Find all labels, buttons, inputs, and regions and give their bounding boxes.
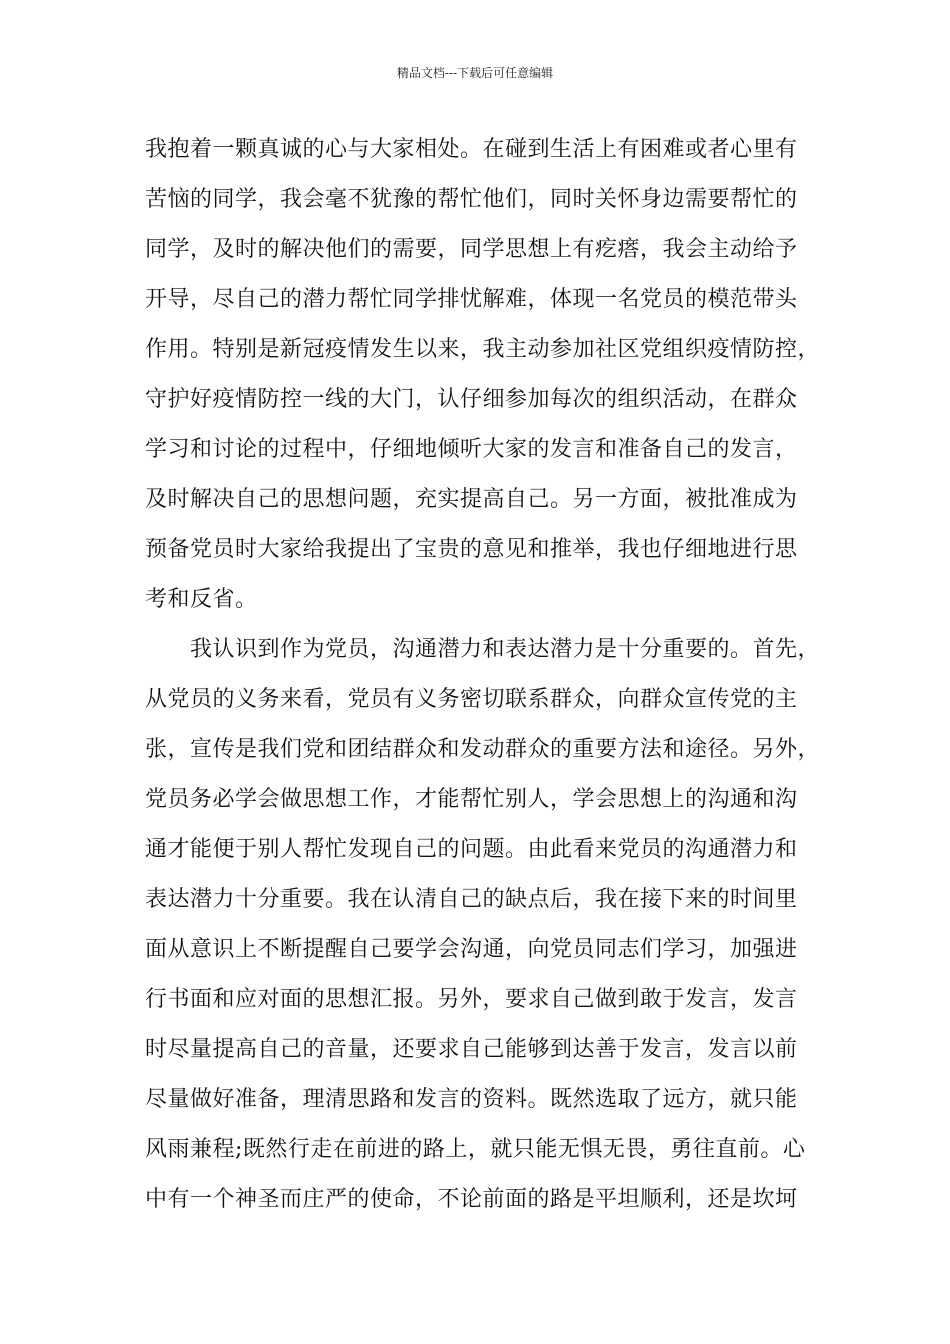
paragraph-2-line-11: 风雨兼程;既然行走在前进的路上，就只能无惧无畏，勇往直前。心 (145, 1137, 806, 1162)
paragraph-2-line-4: 党员务必学会做思想工作，才能帮忙别人，学会思想上的沟通和沟 (145, 787, 798, 812)
paragraph-2-line-5: 通才能便于别人帮忙发现自己的问题。由此看来党员的沟通潜力和 (145, 837, 798, 862)
paragraph-1-line-6: 守护好疫情防控一线的大门，认仔细参加每次的组织活动，在群众 (145, 387, 798, 412)
paragraph-1-line-10: 考和反省。 (145, 587, 258, 612)
paragraph-1-line-1: 我抱着一颗真诚的心与大家相处。在碰到生活上有困难或者心里有 (145, 137, 798, 162)
paragraph-2-line-8: 行书面和应对面的思想汇报。另外，要求自己做到敢于发言，发言 (145, 987, 798, 1012)
paragraph-1-line-2: 苦恼的同学，我会毫不犹豫的帮忙他们，同时关怀身边需要帮忙的 (145, 187, 798, 212)
paragraph-2-line-6: 表达潜力十分重要。我在认清自己的缺点后，我在接下来的时间里 (145, 887, 798, 912)
paragraph-1-line-3: 同学，及时的解决他们的需要，同学思想上有疙瘩，我会主动给予 (145, 237, 798, 262)
paragraph-2-line-3: 张，宣传是我们党和团结群众和发动群众的重要方法和途径。另外， (145, 737, 821, 762)
paragraph-2-line-7: 面从意识上不断提醒自己要学会沟通，向党员同志们学习，加强进 (145, 937, 798, 962)
paragraph-2-line-12: 中有一个神圣而庄严的使命，不论前面的路是平坦顺利，还是坎坷 (145, 1187, 798, 1212)
paragraph-2-line-10: 尽量做好准备，理清思路和发言的资料。既然选取了远方，就只能 (145, 1087, 798, 1112)
page-header: 精品文档---下载后可任意编辑 (396, 66, 554, 80)
paragraph-1-line-7: 学习和讨论的过程中，仔细地倾听大家的发言和准备自己的发言， (145, 437, 798, 462)
paragraph-1-line-5: 作用。特别是新冠疫情发生以来，我主动参加社区党组织疫情防控， (145, 337, 821, 362)
paragraph-1-line-8: 及时解决自己的思想问题，充实提高自己。另一方面，被批准成为 (145, 487, 798, 512)
paragraph-1-line-9: 预备党员时大家给我提出了宝贵的意见和推举，我也仔细地进行思 (145, 537, 798, 562)
paragraph-2-line-1: 我认识到作为党员，沟通潜力和表达潜力是十分重要的。首先， (190, 637, 821, 662)
paragraph-1-line-4: 开导，尽自己的潜力帮忙同学排忧解难，体现一名党员的模范带头 (145, 287, 798, 312)
paragraph-2-line-2: 从党员的义务来看，党员有义务密切联系群众，向群众宣传党的主 (145, 687, 798, 712)
paragraph-2-line-9: 时尽量提高自己的音量，还要求自己能够到达善于发言，发言以前 (145, 1037, 798, 1062)
